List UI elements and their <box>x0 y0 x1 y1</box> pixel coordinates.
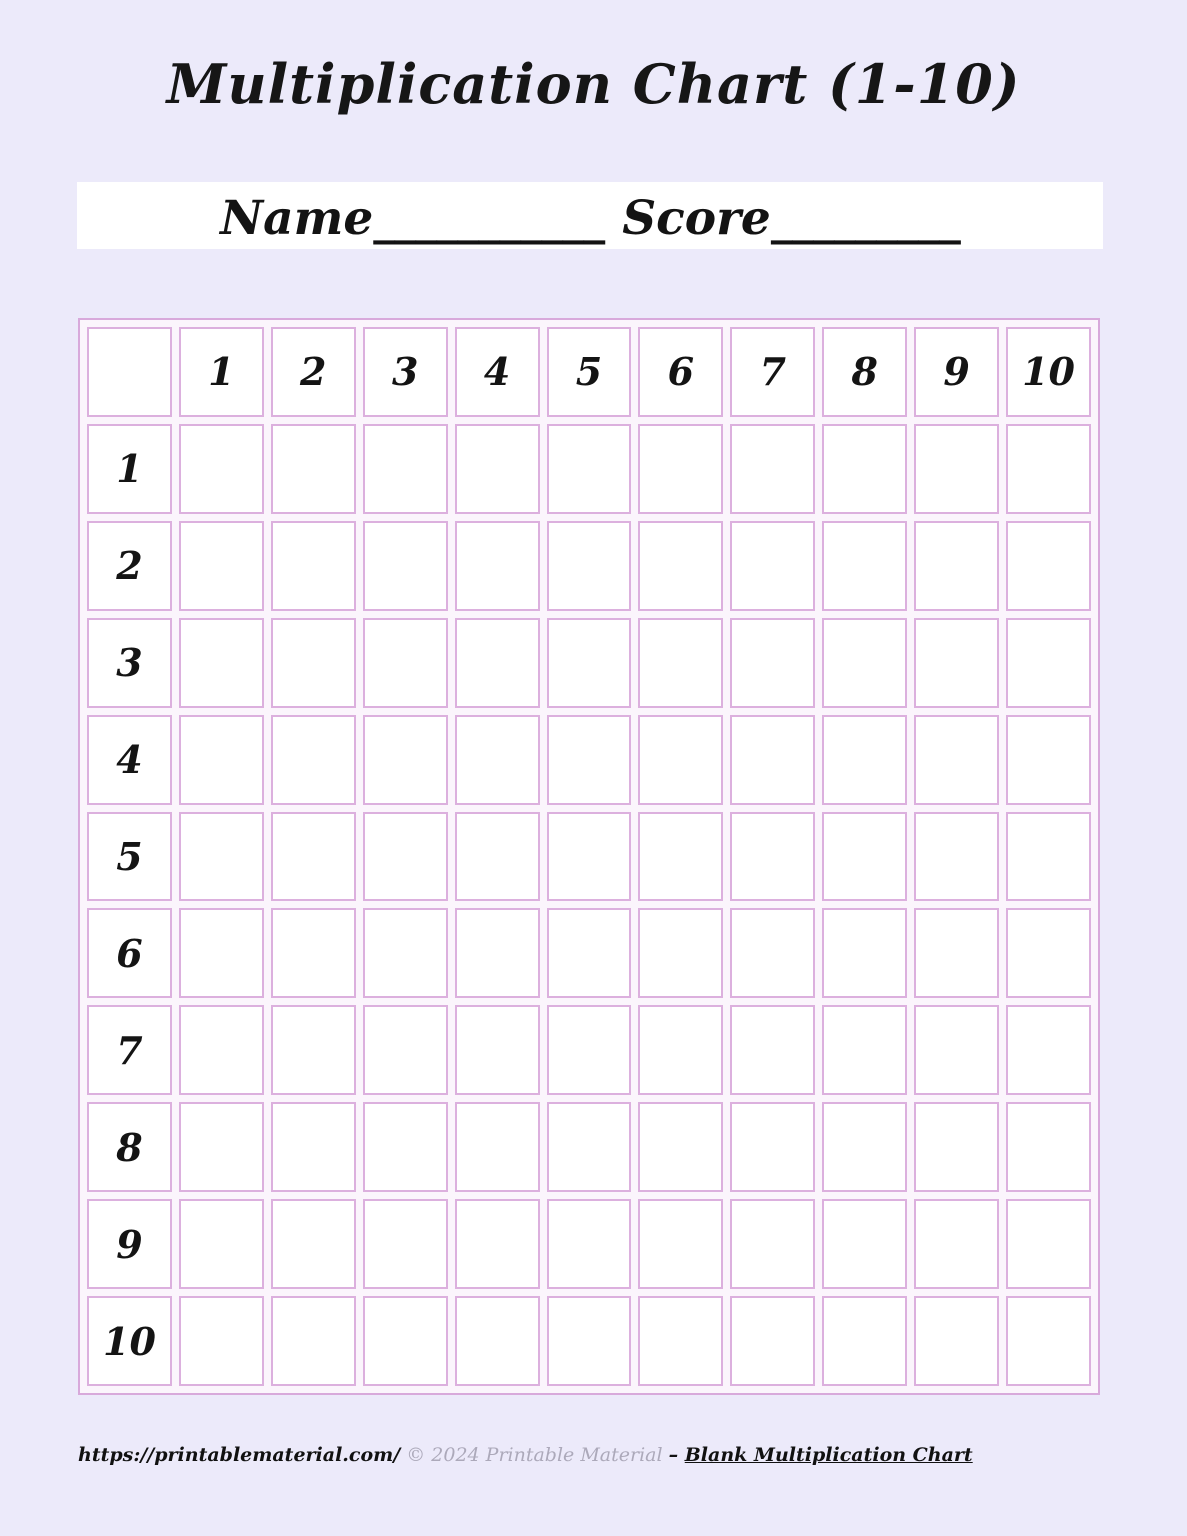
product-cell <box>638 424 723 514</box>
product-cell <box>179 1296 264 1386</box>
row-header-cell: 2 <box>87 521 172 611</box>
name-label: Name <box>220 191 374 246</box>
score-label: Score <box>622 191 771 246</box>
product-cell <box>363 908 448 998</box>
page-title: Multiplication Chart (1-10) <box>166 52 1021 116</box>
product-cell <box>730 812 815 902</box>
product-cell <box>638 715 723 805</box>
column-header-cell: 7 <box>730 327 815 417</box>
product-cell <box>363 812 448 902</box>
product-cell <box>547 618 632 708</box>
product-cell <box>363 1005 448 1095</box>
product-cell <box>822 424 907 514</box>
product-cell <box>271 1199 356 1289</box>
product-cell <box>638 1296 723 1386</box>
product-cell <box>271 812 356 902</box>
product-cell <box>1006 715 1091 805</box>
product-cell <box>455 1296 540 1386</box>
product-cell <box>638 618 723 708</box>
product-cell <box>1006 1005 1091 1095</box>
product-cell <box>822 1296 907 1386</box>
product-cell <box>638 1005 723 1095</box>
footer-copyright-text: © 2024 Printable Material <box>406 1444 663 1466</box>
product-cell <box>638 521 723 611</box>
product-cell <box>455 1005 540 1095</box>
column-header-cell: 10 <box>1006 327 1091 417</box>
product-cell <box>271 1005 356 1095</box>
product-cell <box>363 1199 448 1289</box>
product-cell <box>363 1102 448 1192</box>
multiplication-grid <box>78 318 1100 1395</box>
product-cell <box>271 618 356 708</box>
row-header-cell: 4 <box>87 715 172 805</box>
row-header-cell: 10 <box>87 1296 172 1386</box>
product-cell <box>914 1199 999 1289</box>
product-cell <box>179 424 264 514</box>
row-header-cell: 8 <box>87 1102 172 1192</box>
product-cell <box>271 424 356 514</box>
product-cell <box>179 521 264 611</box>
product-cell <box>730 618 815 708</box>
row-header-cell: 3 <box>87 618 172 708</box>
product-cell <box>730 424 815 514</box>
product-cell <box>1006 424 1091 514</box>
product-cell <box>914 1005 999 1095</box>
footer <box>78 1444 973 1466</box>
column-header-cell: 1 <box>179 327 264 417</box>
row-header-cell: 5 <box>87 812 172 902</box>
name-blank-line: ___________ <box>373 194 605 245</box>
column-header-cell: 8 <box>822 327 907 417</box>
column-header-cell: 5 <box>547 327 632 417</box>
product-cell <box>547 424 632 514</box>
product-cell <box>547 1102 632 1192</box>
product-cell <box>455 715 540 805</box>
product-cell <box>547 812 632 902</box>
product-cell <box>730 715 815 805</box>
column-header-cell: 3 <box>363 327 448 417</box>
footer-url-link[interactable]: https://printablematerial.com/ <box>78 1444 401 1466</box>
product-cell <box>730 1296 815 1386</box>
column-header-cell: 4 <box>455 327 540 417</box>
product-cell <box>730 1199 815 1289</box>
product-cell <box>914 1296 999 1386</box>
product-cell <box>271 715 356 805</box>
product-cell <box>179 618 264 708</box>
product-cell <box>822 1102 907 1192</box>
product-cell <box>730 521 815 611</box>
product-cell <box>179 812 264 902</box>
product-cell <box>271 1296 356 1386</box>
product-cell <box>455 1102 540 1192</box>
product-cell <box>547 521 632 611</box>
product-cell <box>547 1005 632 1095</box>
product-cell <box>179 1005 264 1095</box>
score-blank-line: _________ <box>770 194 960 245</box>
product-cell <box>822 812 907 902</box>
product-cell <box>822 1005 907 1095</box>
row-header-cell: 9 <box>87 1199 172 1289</box>
product-cell <box>179 715 264 805</box>
footer-chart-title-link[interactable]: Blank Multiplication Chart <box>684 1444 973 1466</box>
product-cell <box>1006 1296 1091 1386</box>
product-cell <box>914 908 999 998</box>
product-cell <box>179 1199 264 1289</box>
product-cell <box>1006 908 1091 998</box>
footer-separator: – <box>668 1444 685 1466</box>
product-cell <box>1006 618 1091 708</box>
product-cell <box>1006 812 1091 902</box>
product-cell <box>455 424 540 514</box>
product-cell <box>822 715 907 805</box>
product-cell <box>271 521 356 611</box>
product-cell <box>547 908 632 998</box>
product-cell <box>638 812 723 902</box>
product-cell <box>363 424 448 514</box>
product-cell <box>455 618 540 708</box>
product-cell <box>914 424 999 514</box>
product-cell <box>363 715 448 805</box>
product-cell <box>363 521 448 611</box>
row-header-cell: 6 <box>87 908 172 998</box>
product-cell <box>363 618 448 708</box>
product-cell <box>638 1102 723 1192</box>
grid-corner-cell <box>87 327 172 417</box>
product-cell <box>822 618 907 708</box>
product-cell <box>455 908 540 998</box>
product-cell <box>822 521 907 611</box>
column-header-cell: 2 <box>271 327 356 417</box>
name-score-banner <box>77 182 1103 249</box>
product-cell <box>1006 521 1091 611</box>
product-cell <box>638 908 723 998</box>
product-cell <box>179 1102 264 1192</box>
product-cell <box>730 1005 815 1095</box>
product-cell <box>455 1199 540 1289</box>
product-cell <box>730 1102 815 1192</box>
product-cell <box>363 1296 448 1386</box>
product-cell <box>914 1102 999 1192</box>
product-cell <box>271 908 356 998</box>
product-cell <box>914 812 999 902</box>
product-cell <box>455 812 540 902</box>
column-header-cell: 9 <box>914 327 999 417</box>
product-cell <box>914 618 999 708</box>
product-cell <box>547 715 632 805</box>
product-cell <box>822 1199 907 1289</box>
product-cell <box>822 908 907 998</box>
product-cell <box>730 908 815 998</box>
product-cell <box>914 521 999 611</box>
row-header-cell: 1 <box>87 424 172 514</box>
row-header-cell: 7 <box>87 1005 172 1095</box>
product-cell <box>914 715 999 805</box>
product-cell <box>547 1199 632 1289</box>
product-cell <box>1006 1199 1091 1289</box>
product-cell <box>547 1296 632 1386</box>
product-cell <box>179 908 264 998</box>
product-cell <box>1006 1102 1091 1192</box>
product-cell <box>455 521 540 611</box>
column-header-cell: 6 <box>638 327 723 417</box>
product-cell <box>638 1199 723 1289</box>
product-cell <box>271 1102 356 1192</box>
